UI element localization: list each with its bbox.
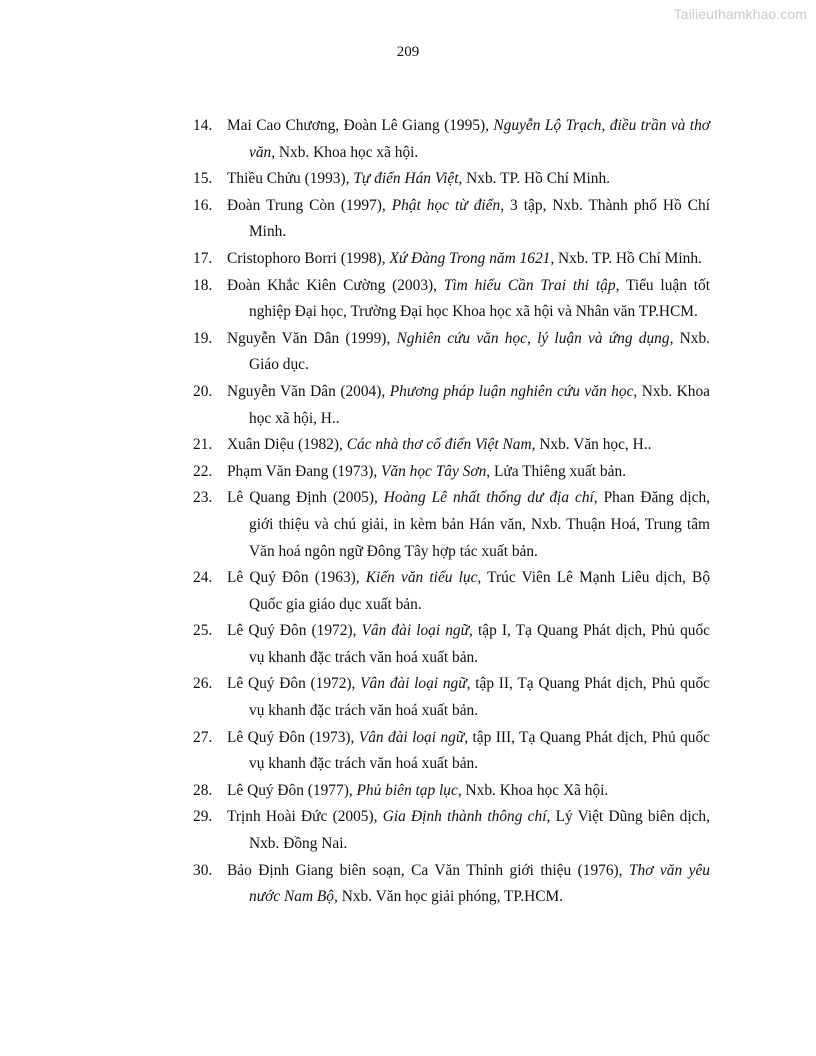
reference-title: Văn học Tây Sơn,	[381, 462, 491, 480]
reference-item	[193, 485, 710, 565]
reference-text: Lê Quý Đôn (1963), Kiến văn tiểu lục, Trúc Viên Lê Mạnh Liêu dịch, Bộ Quốc gia giáo dục xuất bản.	[227, 569, 711, 613]
reference-item	[193, 804, 710, 857]
reference-number: 17.	[193, 249, 213, 267]
watermark: Tailieuthamkhao.com	[673, 6, 807, 22]
reference-number: 20.	[193, 382, 213, 400]
reference-item	[193, 432, 710, 459]
reference-item	[193, 618, 710, 671]
reference-title: Xứ Đàng Trong năm 1621,	[389, 249, 555, 267]
reference-item	[193, 246, 710, 273]
reference-item	[193, 778, 710, 805]
reference-title: Thơ văn yêu nước Nam Bộ,	[249, 861, 710, 906]
reference-text: Bảo Định Giang biên soạn, Ca Văn Thỉnh giới thiệu (1976), Thơ văn yêu nước Nam Bộ, Nxb. Văn học giải phóng, TP.HCM.	[227, 861, 710, 906]
reference-text: Xuân Diệu (1982), Các nhà thơ cổ điển Việt Nam, Nxb. Văn học, H..	[227, 436, 652, 454]
reference-number: 14.	[193, 117, 213, 134]
reference-text: Thiều Chửu (1993), Tự điển Hán Việt, Nxb. TP. Hồ Chí Minh.	[227, 170, 610, 188]
reference-item	[193, 273, 710, 326]
reference-text: Nguyễn Văn Dân (1999), Nghiên cứu văn học, lý luận và ứng dụng, Nxb. Giáo dục.	[227, 329, 710, 374]
reference-item	[193, 725, 710, 778]
reference-number: 27.	[193, 728, 213, 746]
reference-title: Vân đài loại ngữ,	[358, 728, 469, 746]
reference-item	[193, 113, 710, 166]
reference-number: 29.	[193, 808, 213, 826]
reference-text: Cristophoro Borri (1998), Xứ Đàng Trong năm 1621, Nxb. TP. Hồ Chí Minh.	[227, 249, 702, 267]
reference-text: Mai Cao Chương, Đoàn Lê Giang (1995), Nguyễn Lộ Trạch, điều trần và thơ văn, Nxb. Khoa học xã hội.	[227, 117, 710, 161]
reference-title: Phương pháp luận nghiên cứu văn học	[389, 382, 634, 400]
reference-text: Lê Quý Đôn (1972), Vân đài loại ngữ, tập I, Tạ Quang Phát dịch, Phủ quốc vụ khanh đặc trách văn hoá xuất bản.	[227, 622, 711, 666]
reference-item	[193, 193, 710, 246]
reference-text: Phạm Văn Đang (1973), Văn học Tây Sơn, Lửa Thiêng xuất bản.	[227, 462, 626, 480]
reference-title: Nguyễn Lộ Trạch, điều trần và thơ văn	[249, 117, 710, 161]
reference-number: 15.	[193, 170, 213, 188]
reference-title: Kiến văn tiểu lục,	[365, 569, 482, 587]
reference-title: Tìm hiểu Cần Trai thi tập	[443, 276, 616, 294]
reference-title: Phủ biên tạp lục	[356, 781, 458, 799]
reference-title: Phật học từ điển,	[391, 196, 505, 214]
reference-text: Lê Quý Đôn (1977), Phủ biên tạp lục, Nxb. Khoa học Xã hội.	[227, 781, 609, 799]
reference-number: 24.	[193, 569, 213, 587]
reference-title: Gia Định thành thông chí,	[382, 808, 551, 826]
reference-item	[193, 671, 710, 724]
reference-text: Trịnh Hoài Đức (2005), Gia Định thành thông chí, Lý Việt Dũng biên dịch, Nxb. Đồng Nai.	[227, 808, 710, 853]
page-number: 209	[396, 44, 420, 60]
reference-number: 16.	[193, 196, 213, 214]
reference-item	[193, 166, 710, 193]
reference-number: 23.	[193, 489, 213, 507]
reference-item	[193, 459, 710, 486]
reference-title: Các nhà thơ cổ điển Việt Nam,	[346, 436, 536, 454]
reference-text: Lê Quang Định (2005), Hoàng Lê nhất thống dư địa chí, Phan Đăng dịch, giới thiệu và chú giải, in kèm bản Hán văn, Nxb. Thuận Hoá, Trung tâm Văn hoá ngôn ngữ Đông Tây hợp tác xuất bản.	[227, 489, 710, 560]
reference-item	[193, 858, 710, 911]
reference-text: Đoàn Khắc Kiên Cường (2003), Tìm hiểu Cần Trai thi tập, Tiểu luận tốt nghiệp Đại học, Trường Đại học Khoa học xã hội và Nhân văn TP.HCM.	[227, 276, 710, 321]
reference-text: Lê Quý Đôn (1972), Vân đài loại ngữ, tập II, Tạ Quang Phát dịch, Phủ quốc vụ khanh đặc trách văn hoá xuất bản.	[227, 675, 710, 720]
reference-item	[193, 326, 710, 379]
reference-number: 21.	[193, 436, 213, 454]
reference-title: Vân đài loại ngữ,	[360, 675, 471, 693]
reference-title: Hoàng Lê nhất thống dư địa chí	[383, 489, 594, 507]
reference-text: Lê Quý Đôn (1973), Vân đài loại ngữ, tập III, Tạ Quang Phát dịch, Phủ quốc vụ khanh đặc trách văn hoá xuất bản.	[227, 728, 711, 773]
reference-number: 22.	[193, 462, 213, 480]
reference-number: 28.	[193, 781, 213, 799]
reference-number: 25.	[193, 622, 213, 640]
reference-item	[193, 379, 710, 432]
reference-title: Nghiên cứu văn học, lý luận và ứng dụng	[396, 329, 670, 347]
reference-text: Đoàn Trung Còn (1997), Phật học từ điển, 3 tập, Nxb. Thành phố Hồ Chí Minh.	[227, 196, 710, 241]
reference-number: 26.	[193, 675, 213, 693]
reference-number: 18.	[193, 276, 213, 294]
reference-item	[193, 565, 710, 618]
reference-title: Vân đài loại ngữ,	[361, 622, 473, 640]
reference-number: 30.	[193, 861, 213, 879]
reference-number: 19.	[193, 329, 213, 347]
reference-list	[193, 113, 710, 911]
reference-title: Tự điển Hán Việt,	[353, 170, 463, 188]
reference-text: Nguyễn Văn Dân (2004), Phương pháp luận nghiên cứu văn học, Nxb. Khoa học xã hội, H..	[227, 382, 711, 427]
